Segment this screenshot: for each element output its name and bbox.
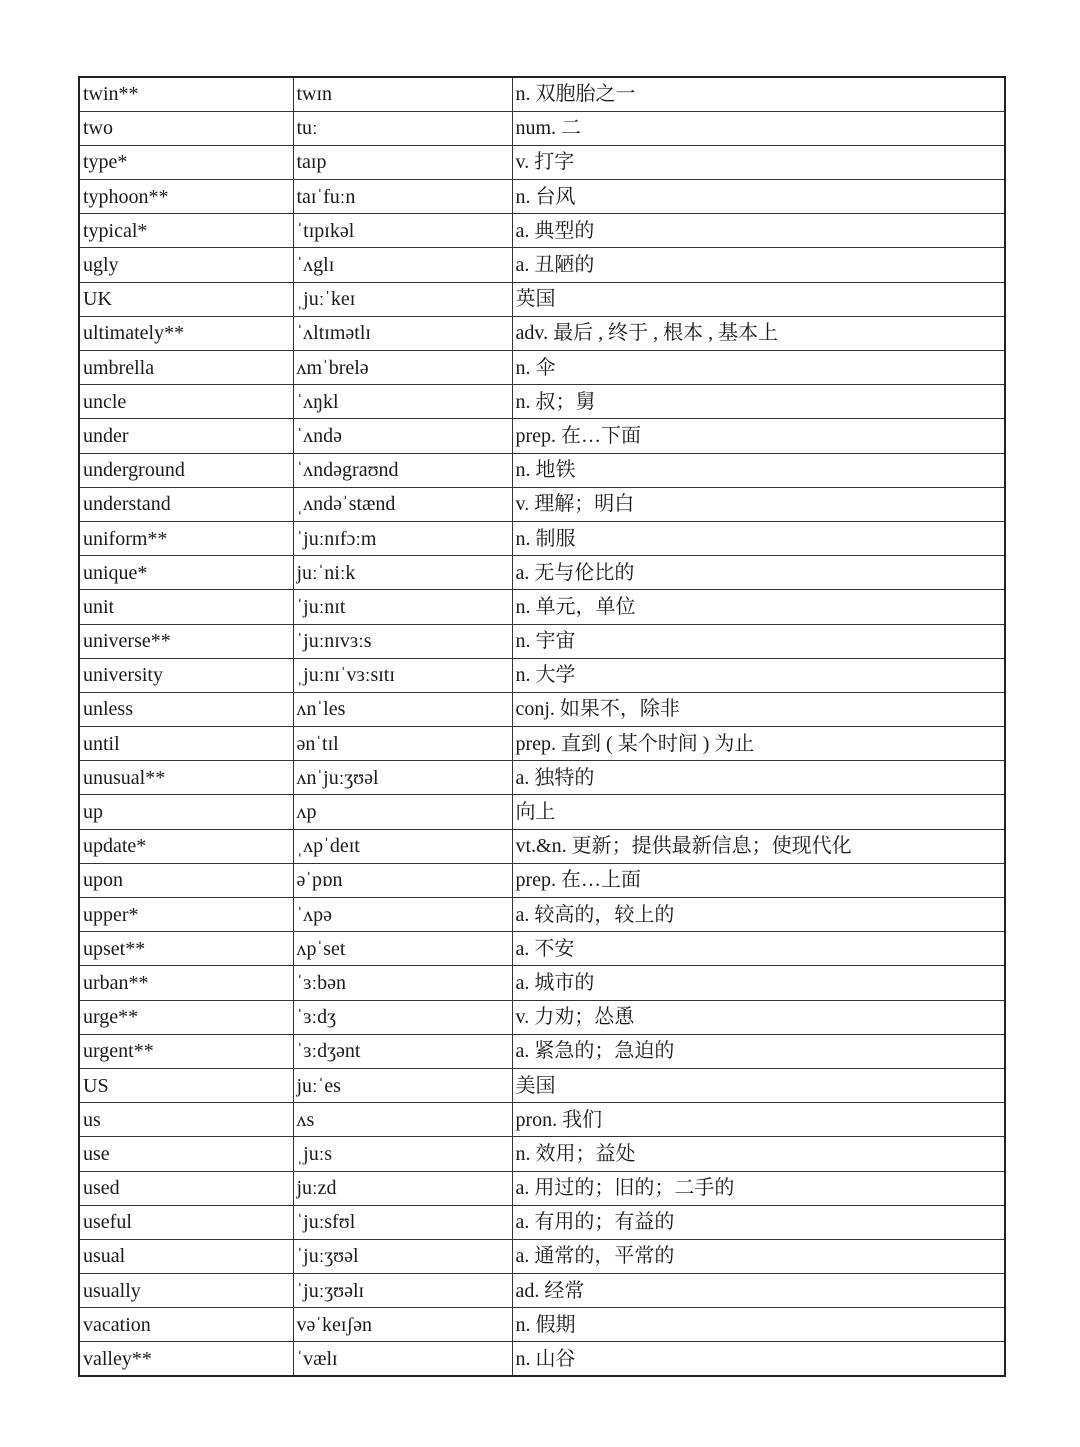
table-row (79, 1034, 1005, 1068)
phonetic-cell: ˌjuːnɪˈvɜːsɪtɪ (293, 658, 512, 692)
definition-cell: a. 有用的；有益的 (512, 1205, 1005, 1239)
table-row (79, 1000, 1005, 1034)
phonetic-cell: ˈʌndəgraʊnd (293, 453, 512, 487)
table-row (79, 624, 1005, 658)
word-cell: ugly (79, 248, 293, 282)
phonetic-cell: ʌnˈjuːʒʊəl (293, 761, 512, 795)
phonetic-cell: ˈʌpə (293, 898, 512, 932)
table-row (79, 863, 1005, 897)
definition-cell: n. 台风 (512, 180, 1005, 214)
phonetic-cell: ˈjuːʒʊəl (293, 1239, 512, 1273)
word-cell: umbrella (79, 351, 293, 385)
table-row (79, 1068, 1005, 1102)
word-cell: upset** (79, 932, 293, 966)
word-cell: usual (79, 1239, 293, 1273)
table-row (79, 590, 1005, 624)
table-row (79, 1308, 1005, 1342)
phonetic-cell: əˈpɒn (293, 863, 512, 897)
word-cell: update* (79, 829, 293, 863)
vocabulary-table (78, 76, 1006, 1377)
word-cell: ultimately** (79, 316, 293, 350)
phonetic-cell: ˈʌndə (293, 419, 512, 453)
phonetic-cell: taɪˈfuːn (293, 180, 512, 214)
definition-cell: v. 理解；明白 (512, 487, 1005, 521)
definition-cell: num. 二 (512, 111, 1005, 145)
vocabulary-table-body (79, 77, 1005, 1376)
definition-cell: a. 不安 (512, 932, 1005, 966)
word-cell: two (79, 111, 293, 145)
definition-cell: conj. 如果不，除非 (512, 692, 1005, 726)
table-row (79, 145, 1005, 179)
word-cell: urban** (79, 966, 293, 1000)
definition-cell: n. 伞 (512, 351, 1005, 385)
phonetic-cell: juːˈes (293, 1068, 512, 1102)
word-cell: used (79, 1171, 293, 1205)
phonetic-cell: ˈɜːdʒənt (293, 1034, 512, 1068)
word-cell: understand (79, 487, 293, 521)
phonetic-cell: tuː (293, 111, 512, 145)
word-cell: valley** (79, 1342, 293, 1376)
definition-cell: a. 城市的 (512, 966, 1005, 1000)
phonetic-cell: ˈjuːsfʊl (293, 1205, 512, 1239)
definition-cell: n. 假期 (512, 1308, 1005, 1342)
phonetic-cell: ʌpˈset (293, 932, 512, 966)
phonetic-cell: vəˈkeɪʃən (293, 1308, 512, 1342)
table-row (79, 829, 1005, 863)
table-row (79, 316, 1005, 350)
definition-cell: 向上 (512, 795, 1005, 829)
word-cell: typhoon** (79, 180, 293, 214)
definition-cell: v. 打字 (512, 145, 1005, 179)
definition-cell: a. 紧急的；急迫的 (512, 1034, 1005, 1068)
definition-cell: n. 山谷 (512, 1342, 1005, 1376)
word-cell: under (79, 419, 293, 453)
table-row (79, 1137, 1005, 1171)
definition-cell: 英国 (512, 282, 1005, 316)
table-row (79, 385, 1005, 419)
table-row (79, 453, 1005, 487)
table-row (79, 1274, 1005, 1308)
table-row (79, 727, 1005, 761)
phonetic-cell: twɪn (293, 77, 512, 111)
definition-cell: ad. 经常 (512, 1274, 1005, 1308)
definition-cell: a. 较高的，较上的 (512, 898, 1005, 932)
phonetic-cell: ˌjuːs (293, 1137, 512, 1171)
word-cell: unique* (79, 556, 293, 590)
word-cell: underground (79, 453, 293, 487)
definition-cell: n. 单元，单位 (512, 590, 1005, 624)
definition-cell: prep. 在…下面 (512, 419, 1005, 453)
definition-cell: n. 叔；舅 (512, 385, 1005, 419)
table-row (79, 932, 1005, 966)
definition-cell: adv. 最后 , 终于 , 根本 , 基本上 (512, 316, 1005, 350)
table-row (79, 795, 1005, 829)
table-row (79, 419, 1005, 453)
phonetic-cell: ˈʌltɪmətlɪ (293, 316, 512, 350)
table-row (79, 248, 1005, 282)
word-cell: UK (79, 282, 293, 316)
phonetic-cell: juːzd (293, 1171, 512, 1205)
table-row (79, 556, 1005, 590)
definition-cell: a. 无与伦比的 (512, 556, 1005, 590)
definition-cell: n. 大学 (512, 658, 1005, 692)
phonetic-cell: ˌʌndəˈstænd (293, 487, 512, 521)
definition-cell: prep. 直到 ( 某个时间 ) 为止 (512, 727, 1005, 761)
table-row (79, 111, 1005, 145)
word-cell: uncle (79, 385, 293, 419)
table-row (79, 966, 1005, 1000)
table-row (79, 658, 1005, 692)
word-cell: use (79, 1137, 293, 1171)
phonetic-cell: ˈɜːbən (293, 966, 512, 1000)
definition-cell: a. 用过的；旧的；二手的 (512, 1171, 1005, 1205)
word-cell: urgent** (79, 1034, 293, 1068)
phonetic-cell: ˈjuːnɪvɜːs (293, 624, 512, 658)
word-cell: universe** (79, 624, 293, 658)
word-cell: US (79, 1068, 293, 1102)
definition-cell: a. 通常的，平常的 (512, 1239, 1005, 1273)
word-cell: twin** (79, 77, 293, 111)
word-cell: upper* (79, 898, 293, 932)
table-row (79, 1103, 1005, 1137)
phonetic-cell: ˈɜːdʒ (293, 1000, 512, 1034)
table-row (79, 180, 1005, 214)
phonetic-cell: ˈʌŋkl (293, 385, 512, 419)
table-row (79, 1205, 1005, 1239)
word-cell: unless (79, 692, 293, 726)
table-row (79, 214, 1005, 248)
phonetic-cell: ˌʌpˈdeɪt (293, 829, 512, 863)
phonetic-cell: ˈvælɪ (293, 1342, 512, 1376)
phonetic-cell: ˈjuːnɪfɔːm (293, 521, 512, 555)
phonetic-cell: ʌs (293, 1103, 512, 1137)
phonetic-cell: ˈtɪpɪkəl (293, 214, 512, 248)
word-cell: upon (79, 863, 293, 897)
word-cell: uniform** (79, 521, 293, 555)
word-cell: university (79, 658, 293, 692)
definition-cell: v. 力劝；怂恿 (512, 1000, 1005, 1034)
word-cell: useful (79, 1205, 293, 1239)
word-cell: up (79, 795, 293, 829)
phonetic-cell: ˈjuːnɪt (293, 590, 512, 624)
definition-cell: n. 效用；益处 (512, 1137, 1005, 1171)
table-row (79, 487, 1005, 521)
definition-cell: n. 宇宙 (512, 624, 1005, 658)
word-cell: typical* (79, 214, 293, 248)
definition-cell: n. 制服 (512, 521, 1005, 555)
definition-cell: prep. 在…上面 (512, 863, 1005, 897)
table-row (79, 898, 1005, 932)
word-cell: usually (79, 1274, 293, 1308)
phonetic-cell: ˈjuːʒʊəlɪ (293, 1274, 512, 1308)
word-cell: until (79, 727, 293, 761)
phonetic-cell: ˈʌglɪ (293, 248, 512, 282)
definition-cell: pron. 我们 (512, 1103, 1005, 1137)
word-cell: urge** (79, 1000, 293, 1034)
phonetic-cell: ənˈtɪl (293, 727, 512, 761)
word-cell: us (79, 1103, 293, 1137)
definition-cell: a. 丑陋的 (512, 248, 1005, 282)
table-row (79, 1342, 1005, 1376)
table-row (79, 1239, 1005, 1273)
table-row (79, 521, 1005, 555)
word-cell: type* (79, 145, 293, 179)
table-row (79, 1171, 1005, 1205)
phonetic-cell: ʌp (293, 795, 512, 829)
phonetic-cell: taɪp (293, 145, 512, 179)
definition-cell: vt.&n. 更新；提供最新信息；使现代化 (512, 829, 1005, 863)
table-row (79, 351, 1005, 385)
definition-cell: 美国 (512, 1068, 1005, 1102)
table-row (79, 692, 1005, 726)
word-cell: unit (79, 590, 293, 624)
phonetic-cell: juːˈniːk (293, 556, 512, 590)
definition-cell: a. 典型的 (512, 214, 1005, 248)
word-cell: unusual** (79, 761, 293, 795)
phonetic-cell: ˌjuːˈkeɪ (293, 282, 512, 316)
table-row (79, 282, 1005, 316)
table-row (79, 77, 1005, 111)
phonetic-cell: ʌnˈles (293, 692, 512, 726)
definition-cell: n. 双胞胎之一 (512, 77, 1005, 111)
definition-cell: n. 地铁 (512, 453, 1005, 487)
phonetic-cell: ʌmˈbrelə (293, 351, 512, 385)
definition-cell: a. 独特的 (512, 761, 1005, 795)
word-cell: vacation (79, 1308, 293, 1342)
table-row (79, 761, 1005, 795)
